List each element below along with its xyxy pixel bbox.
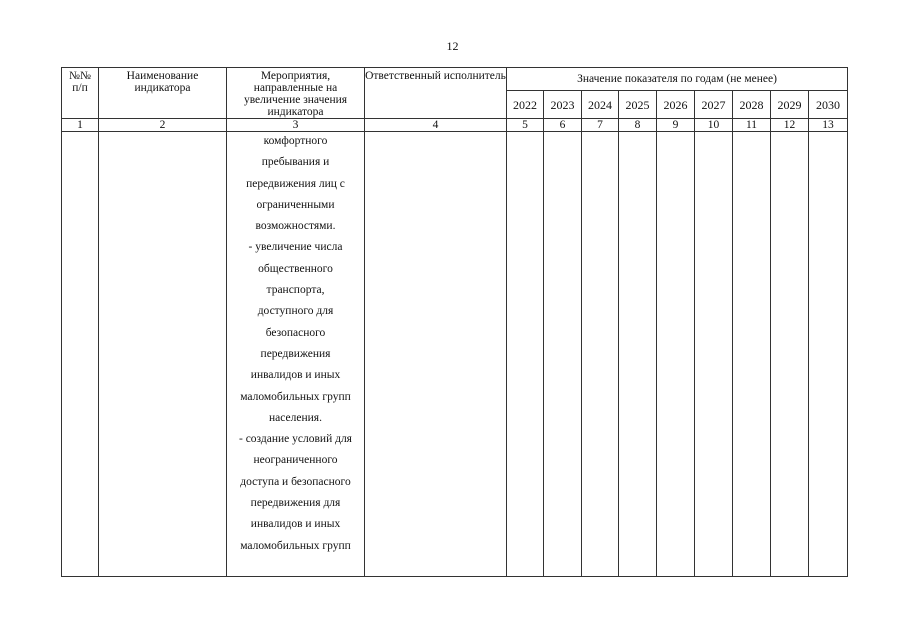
measures-line: маломобильных групп [240,390,351,403]
measures-line: возможностями. [255,220,336,233]
year-cell: 2027 [695,91,733,119]
cell-year-value [733,132,771,577]
cell-measures [227,132,365,577]
column-number: 2 [99,119,227,132]
measures-line: доступа и безопасного [240,475,351,488]
page-number: 12 [446,39,459,53]
cell-year-value [582,132,619,577]
measures-line: инвалидов и иных [250,518,341,531]
cell-year-value [619,132,657,577]
measures-line: общественного [258,262,333,275]
year-cell: 2025 [619,91,657,119]
column-number: 6 [544,119,582,132]
header-executor: Ответственный исполнитель [365,68,507,119]
measures-line: населения. [269,411,322,424]
measures-line: - создание условий для [239,433,352,446]
measures-text [227,131,364,557]
cell-year-value [507,132,544,577]
column-number-row [62,119,848,132]
year-cell: 2030 [809,91,848,119]
measures-line: - увеличение числа [248,241,343,254]
cell-year-value [809,132,848,577]
column-number: 11 [733,119,771,132]
column-number: 4 [365,119,507,132]
cell-num [62,132,99,577]
cell-year-value [544,132,582,577]
column-number: 10 [695,119,733,132]
measures-line: передвижения [260,347,331,360]
cell-year-value [695,132,733,577]
measures-line: передвижения лиц с [246,177,345,190]
measures-line: маломобильных групп [240,539,351,552]
cell-year-value [771,132,809,577]
year-cell: 2024 [582,91,619,119]
header-measures: Мероприятия, направленные на увеличение значения индикатора [227,68,365,119]
cell-indicator-name [99,132,227,577]
year-cell: 2028 [733,91,771,119]
header-num: №№ п/п [62,68,99,119]
column-number: 12 [771,119,809,132]
column-number: 9 [657,119,695,132]
column-number: 1 [62,119,99,132]
column-number: 5 [507,119,544,132]
cell-executor [365,132,507,577]
year-cell: 2022 [507,91,544,119]
column-number: 7 [582,119,619,132]
year-cell: 2026 [657,91,695,119]
measures-line: ограниченными [256,198,335,211]
year-cell: 2023 [544,91,582,119]
measures-line: пребывания и [261,156,330,169]
header-row [62,68,848,91]
measures-line: транспорта, [266,284,325,297]
cell-year-value [657,132,695,577]
measures-line: доступного для [257,305,334,318]
year-cell: 2029 [771,91,809,119]
column-number: 8 [619,119,657,132]
header-years-title: Значение показателя по годам (не менее) [507,68,848,91]
measures-line: инвалидов и иных [250,369,341,382]
measures-line: безопасного [265,326,326,339]
measures-line: передвижения для [250,497,341,510]
column-number: 13 [809,119,848,132]
indicator-table [61,67,848,577]
measures-line: комфортного [263,135,328,147]
table-row [62,132,848,577]
column-number: 3 [227,119,365,132]
measures-line: неограниченного [253,454,338,467]
header-indicator-name: Наименование индикатора [99,68,227,119]
